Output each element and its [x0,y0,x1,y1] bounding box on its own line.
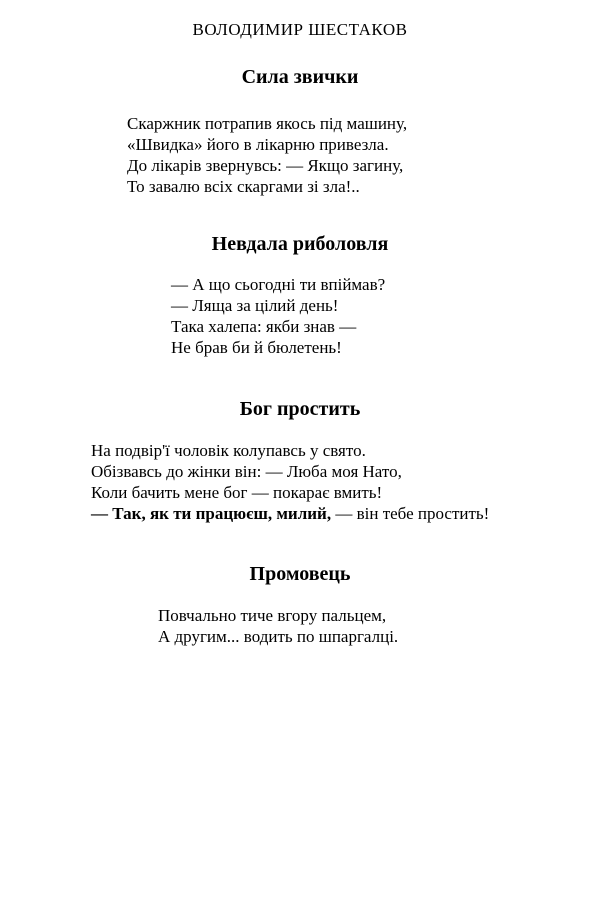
poem-line: А другим... водить по шпаргалці. [158,627,399,646]
poem-line-rest: — він тебе простить! [331,504,490,523]
poem-body-nevdala-rybolovlia [171,274,385,358]
poem-title-boh-prostyt: Бог простить [239,398,361,420]
poem-line: До лікарів звернувсь: — Якщо загину, [127,156,404,175]
poem-line: Не брав би й бюлетень! [171,338,342,357]
poem-line: Скаржник потрапив якось під машину, [127,114,408,133]
poem-line: Повчально тиче вгору пальцем, [158,606,387,625]
poem-line-bold-part: — Так, як ти працюєш, милий, [91,504,332,523]
poem-line: То завалю всіх скаргами зі зла!.. [127,177,360,196]
poem-body-promovets [158,605,398,647]
poem-line: Така халепа: якби знав — [171,317,357,336]
poem-line: — Ляща за цілий день! [171,296,339,315]
poem-body-sila-zvychky [127,113,407,197]
poem-body-boh-prostyt [91,440,489,524]
poem-line: «Швидка» його в лікарню привезла. [127,135,389,154]
poem-title-promovets: Промовець [249,563,351,585]
poem-line-last [91,503,489,524]
poem-title-sila-zvychky: Сила звички [241,66,359,88]
poem-title-nevdala-rybolovlia: Невдала риболовля [211,233,389,255]
author-name: ВОЛОДИМИР ШЕСТАКОВ [192,20,408,39]
poem-line: — А що сьогодні ти впіймав? [171,275,386,294]
poem-line: На подвір'ї чоловік колупавсь у свято. [91,441,366,460]
poem-line: Коли бачить мене бог — покарає вмить! [91,483,383,502]
poem-line: Обізвавсь до жінки він: — Люба моя Нато, [91,462,402,481]
